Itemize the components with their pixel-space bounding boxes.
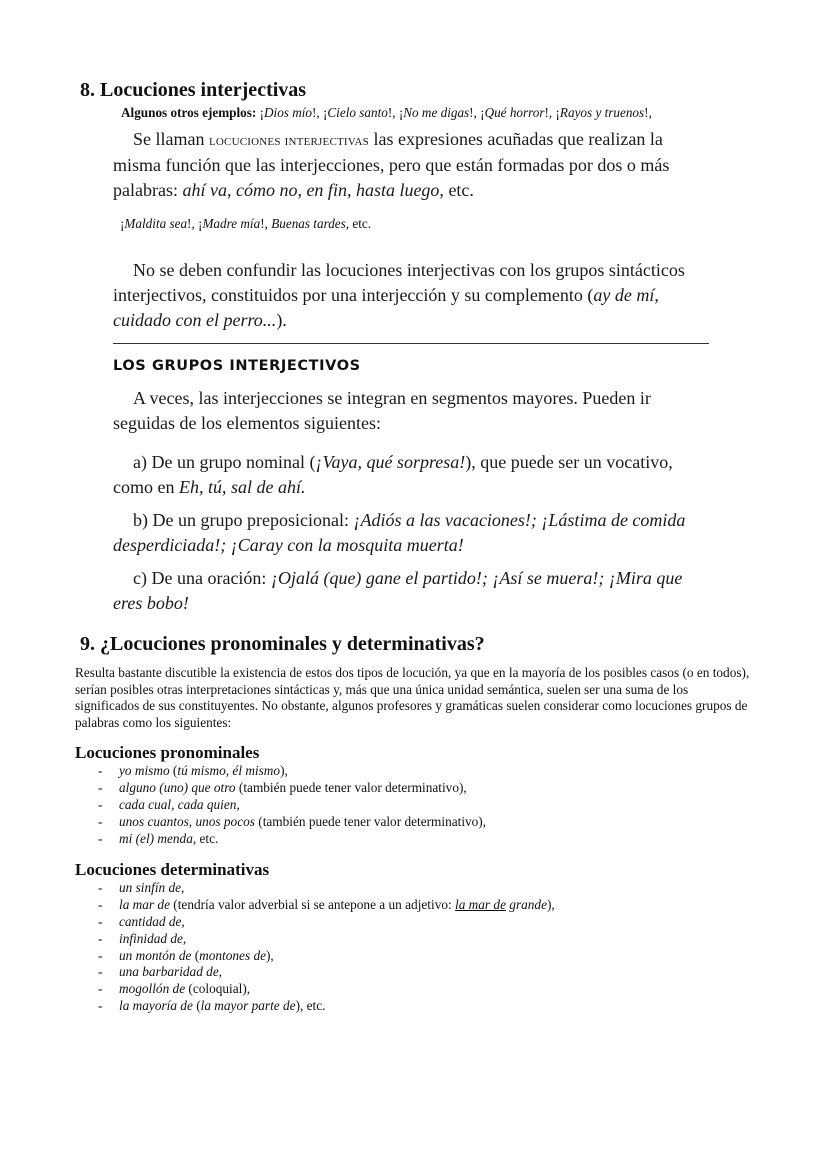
book-excerpt-groups xyxy=(113,386,713,616)
pronominales-heading: Locuciones pronominales xyxy=(75,743,260,763)
book-excerpt-confusion xyxy=(113,258,713,333)
determinativas-block xyxy=(75,860,775,1015)
text-segment: Maldita sea xyxy=(124,216,188,231)
text-segment: Qué horror xyxy=(484,105,545,120)
text-segment: A veces, las interjecciones se integran en segmentos mayores. Pueden ir seguidas de los elementos siguientes: xyxy=(113,388,651,433)
text-segment: Cielo santo xyxy=(327,105,388,120)
text-segment: ¡ xyxy=(259,105,264,120)
list-item xyxy=(75,831,775,848)
text-segment: !, ¡ xyxy=(469,105,485,120)
pronominales-block xyxy=(75,743,775,848)
list-item xyxy=(75,763,775,780)
text-segment: mi (el) menda xyxy=(119,831,193,846)
text-segment: alguno (uno) que otro xyxy=(119,780,236,796)
text-segment: ), xyxy=(546,896,555,912)
text-segment: Eh, tú, sal de ahí. xyxy=(178,477,306,497)
text-segment: , etc. xyxy=(192,831,219,846)
divider xyxy=(113,343,709,344)
list-item xyxy=(75,814,775,831)
text-segment: ay de mí, cuidado con el perro... xyxy=(113,285,659,330)
text-segment: (tendría valor adverbial si se antepone a un adjetivo: xyxy=(169,896,456,912)
list-item xyxy=(75,880,775,897)
text-segment: montones de xyxy=(199,947,266,963)
text-segment: ¡ xyxy=(120,216,125,231)
text-segment: una barbaridad de, xyxy=(119,964,223,980)
text-segment: unos cuantos, unos pocos xyxy=(119,814,255,830)
text-segment: ( xyxy=(169,763,178,779)
text-segment: !, xyxy=(260,216,272,231)
pronominales-list xyxy=(75,763,775,848)
text-segment: Madre mía xyxy=(202,216,261,231)
text-segment: Algunos otros ejemplos: xyxy=(121,105,260,120)
text-segment: la mayoría de xyxy=(119,998,193,1014)
determinativas-heading: Locuciones determinativas xyxy=(75,859,270,879)
text-segment: Se llaman xyxy=(133,129,209,149)
text-segment: Dios mío xyxy=(264,105,312,120)
text-segment: !, xyxy=(644,105,652,120)
confusion-paragraph xyxy=(113,258,713,333)
section-9-heading: 9. ¿Locuciones pronominales y determinativas? xyxy=(80,633,485,655)
text-segment: yo mismo xyxy=(119,763,170,779)
text-segment: cada cual, cada quien, xyxy=(119,797,240,813)
text-segment: (también puede tener valor determinativo), xyxy=(254,814,487,830)
text-segment: ), etc. xyxy=(295,998,326,1014)
list-item xyxy=(75,964,775,981)
text-segment: grande xyxy=(505,896,547,912)
text-segment: Rayos y truenos xyxy=(559,105,645,120)
text-segment: !, ¡ xyxy=(312,105,328,120)
list-item xyxy=(75,998,775,1015)
text-segment: ), xyxy=(266,947,274,963)
section-8-heading: 8. Locuciones interjectivas xyxy=(80,79,307,101)
text-segment: a) De un grupo nominal ( xyxy=(133,452,316,472)
definition-paragraph xyxy=(113,127,713,203)
list-item xyxy=(75,780,775,797)
text-segment: ¡Vaya, qué sorpresa! xyxy=(315,452,466,472)
text-segment: locuciones interjectivas xyxy=(208,132,369,149)
group-a xyxy=(113,450,713,500)
text-segment: No se deben confundir las locuciones interjectivas con los grupos sintácticos interjectivos, constituidos por una interjección y su complemento ( xyxy=(113,260,685,305)
text-segment: No me digas xyxy=(403,105,470,120)
list-item xyxy=(75,948,775,965)
text-segment: ). xyxy=(276,310,287,330)
text-segment: la mayor parte de xyxy=(200,998,296,1014)
groups-heading: LOS GRUPOS INTERJECTIVOS xyxy=(113,358,361,374)
text-segment: ¡Adiós a las vacaciones!; ¡Lástima de comida desperdiciada!; ¡Caray con la mosquita muerta! xyxy=(113,510,686,555)
examples-line-2 xyxy=(120,215,828,233)
text-segment: un montón de xyxy=(119,947,192,963)
text-segment: Resulta bastante discutible la existencia de estos dos tipos de locución, ya que en la mayoría de los posibles casos (o en todos), serían posibles otras interpretaciones sintácticas y, más que una única unidad semántica, suelen ser una suma de los significados de sus constituyentes. No obstante, algunos profesores y gramáticas suelen considerar como locuciones grupos de palabras como los siguientes: xyxy=(75,665,750,730)
text-segment: ¡Ojalá (que) gane el partido!; ¡Así se muera!; ¡Mira que eres bobo! xyxy=(113,568,683,613)
list-item xyxy=(75,914,775,931)
text-segment: la mar de xyxy=(119,896,170,912)
text-segment: !, ¡ xyxy=(544,105,560,120)
text-segment: mogollón de xyxy=(119,981,186,997)
text-segment: ahí va, cómo no, en fin, hasta luego, xyxy=(182,180,444,200)
list-item xyxy=(75,981,775,998)
groups-intro xyxy=(113,386,713,436)
text-segment: (coloquial), xyxy=(185,981,251,997)
text-segment: !, ¡ xyxy=(387,105,404,120)
group-b xyxy=(113,508,713,558)
text-segment: infinidad de, xyxy=(119,930,187,946)
text-segment: (también puede tener valor determinativo), xyxy=(235,780,467,796)
text-segment: , etc. xyxy=(345,216,372,231)
text-segment: ), xyxy=(280,763,288,779)
section-9-intro xyxy=(75,665,750,731)
text-segment: etc. xyxy=(443,180,474,200)
list-item xyxy=(75,897,775,914)
list-item xyxy=(75,931,775,948)
text-segment: cantidad de, xyxy=(119,913,185,929)
examples-line xyxy=(121,104,811,122)
text-segment: ( xyxy=(192,998,201,1014)
text-segment: ( xyxy=(191,947,200,963)
book-excerpt-definition xyxy=(113,127,713,203)
text-segment: la mar de xyxy=(455,896,506,912)
text-segment: c) De una oración: xyxy=(133,568,271,588)
text-segment: Buenas tardes xyxy=(271,216,346,231)
list-item xyxy=(75,797,775,814)
text-segment: tú mismo, él mismo xyxy=(177,763,281,779)
text-segment: un sinfín de, xyxy=(119,879,185,895)
text-segment: las expresiones acuñadas que realizan la misma función que las interjecciones, pero que están formadas por dos o más palabras: xyxy=(113,129,670,200)
text-segment: ), que puede ser un vocativo, como en xyxy=(113,452,673,497)
text-segment: !, ¡ xyxy=(187,216,203,231)
group-c xyxy=(113,566,713,616)
text-segment: b) De un grupo preposicional: xyxy=(133,510,354,530)
determinativas-list xyxy=(75,880,775,1015)
